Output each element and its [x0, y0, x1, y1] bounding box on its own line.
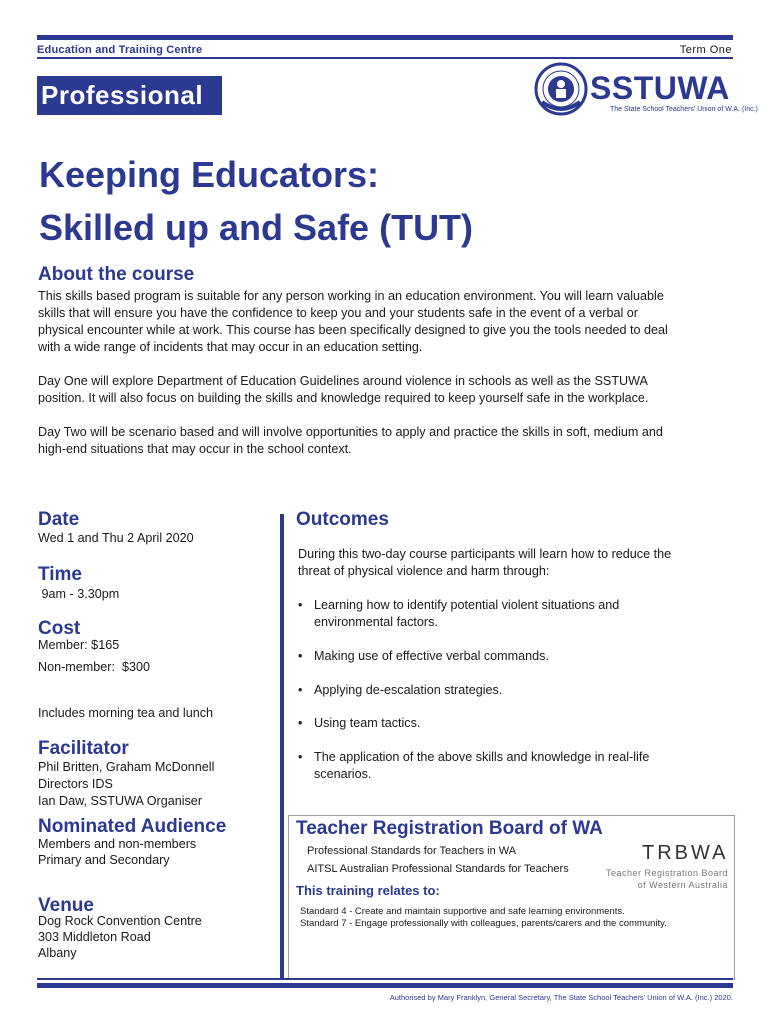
- about-line: Day One will explore Department of Education Guidelines around violence in schools as well as the SSTUWA: [38, 374, 648, 388]
- about-para-1: [38, 288, 738, 356]
- trb-relates-standard: Standard 7 - Engage professionally with colleagues, parents/carers and the community.: [300, 918, 667, 929]
- trbwa-sub-line: of Western Australia: [637, 880, 728, 890]
- trb-heading: Teacher Registration Board of WA: [296, 818, 603, 839]
- trbwa-logo: TRBWA: [642, 842, 729, 864]
- bullet-icon: •: [298, 649, 303, 663]
- cost-nonmember: Non-member: $300: [38, 660, 150, 674]
- venue-line: Albany: [38, 946, 77, 960]
- top-rule-thin: [37, 57, 733, 59]
- cost-includes: Includes morning tea and lunch: [38, 706, 214, 720]
- bottom-rule: [37, 983, 733, 988]
- about-para-3: [38, 424, 738, 458]
- about-line: skills that will ensure you have the confidence to keep you and your students safe in the event of a verbal or: [38, 306, 638, 320]
- about-line: position. It will also focus on building the skills and knowledge required to keep yourself safe in the workplace.: [38, 391, 649, 405]
- facilitator-line: Directors IDS: [38, 777, 113, 791]
- outcomes-intro: threat of physical violence and harm through:: [298, 564, 550, 578]
- date-value: Wed 1 and Thu 2 April 2020: [38, 531, 194, 545]
- bullet-icon: •: [298, 750, 303, 764]
- about-para-2: [38, 373, 738, 407]
- about-line: This skills based program is suitable for any person working in an education environment. You will learn valuable: [38, 289, 664, 303]
- sstuwa-logo-sub: The State School Teachers' Union of W.A. (Inc.): [610, 106, 758, 113]
- about-line: physical encounter while at work. This course has been specifically designed to give you the tools needed to deal: [38, 323, 668, 337]
- authorised-by: Authorised by Mary Franklyn, General Secretary, The State School Teachers' Union of W.A. (Inc.) 2020.: [389, 993, 733, 1002]
- cost-heading: Cost: [38, 618, 81, 639]
- bullet-icon: •: [298, 716, 303, 730]
- sstuwa-logo: SSTUWA: [590, 70, 730, 106]
- bullet-icon: •: [298, 598, 303, 612]
- page-title-line2: Skilled up and Safe (TUT): [39, 207, 474, 248]
- time-value: 9am - 3.30pm: [38, 587, 120, 601]
- facilitator-line: Ian Daw, SSTUWA Organiser: [38, 794, 203, 808]
- venue-line: 303 Middleton Road: [38, 930, 151, 944]
- trb-standard: Professional Standards for Teachers in WA: [307, 845, 517, 857]
- cost-member: Member: $165: [38, 638, 120, 652]
- audience-heading: Nominated Audience: [38, 816, 227, 837]
- centre-name: Education and Training Centre: [37, 44, 203, 56]
- term-label: Term One: [679, 44, 732, 56]
- facilitator-line: Phil Britten, Graham McDonnell: [38, 760, 215, 774]
- bottom-rule-thin: [37, 978, 733, 980]
- outcome-text: [314, 749, 714, 783]
- outcome-line: scenarios.: [314, 767, 372, 781]
- relates-heading: This training relates to:: [296, 883, 440, 898]
- about-heading: About the course: [38, 264, 195, 285]
- trbwa-sub-line: Teacher Registration Board: [605, 868, 728, 878]
- about-line: Day Two will be scenario based and will involve opportunities to apply and practice the skills in soft, medium and: [38, 425, 663, 439]
- venue-line: Dog Rock Convention Centre: [38, 914, 202, 928]
- top-rule: [37, 35, 733, 40]
- outcomes-intro: During this two-day course participants will learn how to reduce the: [298, 547, 672, 561]
- audience-line: Members and non-members: [38, 837, 197, 851]
- sstuwa-seal-icon: [534, 62, 588, 116]
- outcome-line: environmental factors.: [314, 615, 438, 629]
- trb-standard: AITSL Australian Professional Standards for Teachers: [307, 863, 569, 875]
- outcome-line: Learning how to identify potential violent situations and: [314, 598, 620, 612]
- about-line: high-end situations that may occur in the school context.: [38, 442, 352, 456]
- time-heading: Time: [38, 564, 83, 585]
- trbwa-logo-sub: [604, 867, 728, 891]
- trb-relates-standard: Standard 4 - Create and maintain supportive and safe learning environments.: [300, 906, 625, 917]
- outcome-text: Making use of effective verbal commands.: [314, 649, 549, 663]
- facilitator-heading: Facilitator: [38, 738, 129, 759]
- outcome-line: The application of the above skills and knowledge in real-life: [314, 750, 650, 764]
- professional-banner: Professional: [37, 76, 222, 115]
- about-line: with a wide range of incidents that may occur in an education setting.: [38, 340, 423, 354]
- venue-heading: Venue: [38, 895, 94, 916]
- column-divider: [280, 514, 284, 979]
- outcome-text: [314, 597, 714, 631]
- date-heading: Date: [38, 509, 80, 530]
- bullet-icon: •: [298, 683, 303, 697]
- outcome-text: Using team tactics.: [314, 716, 421, 730]
- page-title-line1: Keeping Educators:: [39, 154, 380, 195]
- outcomes-heading: Outcomes: [296, 509, 389, 530]
- outcome-text: Applying de-escalation strategies.: [314, 683, 503, 697]
- audience-line: Primary and Secondary: [38, 853, 170, 867]
